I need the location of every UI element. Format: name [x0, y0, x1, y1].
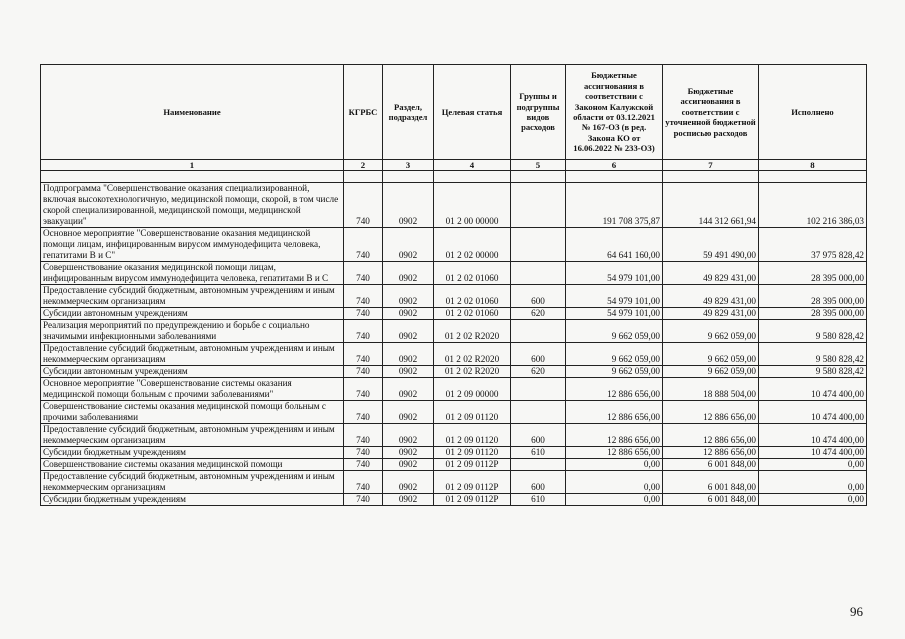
table-row — [41, 447, 867, 459]
header-kgrbs: КГРБС — [344, 65, 383, 160]
header-refined: Бюджетные ассигнования в соответствии с уточненной бюджетной росписью расходов — [663, 65, 759, 160]
row-law-amount: 9 662 059,00 — [566, 366, 663, 378]
row-done-amount: 9 580 828,42 — [759, 320, 867, 343]
row-law-amount: 12 886 656,00 — [566, 424, 663, 447]
header-section: Раздел, подраздел — [383, 65, 434, 160]
row-refined-amount: 12 886 656,00 — [663, 424, 759, 447]
row-law-amount: 54 979 101,00 — [566, 262, 663, 285]
row-done-amount: 10 474 400,00 — [759, 378, 867, 401]
row-group: 600 — [511, 343, 566, 366]
row-done-amount: 10 474 400,00 — [759, 424, 867, 447]
row-group — [511, 459, 566, 471]
column-number: 7 — [663, 160, 759, 171]
row-section: 0902 — [383, 401, 434, 424]
row-target: 01 2 09 0112P — [434, 471, 511, 494]
row-name: Реализация мероприятий по предупреждению и борьбе с социально значимыми инфекционными заболеваниями — [41, 320, 344, 343]
header-law: Бюджетные ассигнования в соответствии с Законом Калужской области от 03.12.2021 № 167-ОЗ (в ред. Закона КО от 16.06.2022 № 233-ОЗ) — [566, 65, 663, 160]
row-kgrbs: 740 — [344, 308, 383, 320]
row-kgrbs: 740 — [344, 183, 383, 228]
row-section: 0902 — [383, 471, 434, 494]
row-target: 01 2 02 01060 — [434, 262, 511, 285]
row-group: 610 — [511, 447, 566, 459]
row-refined-amount: 9 662 059,00 — [663, 320, 759, 343]
row-section: 0902 — [383, 183, 434, 228]
table-row — [41, 343, 867, 366]
row-done-amount: 0,00 — [759, 471, 867, 494]
table-row — [41, 228, 867, 262]
row-kgrbs: 740 — [344, 447, 383, 459]
table-row — [41, 262, 867, 285]
row-refined-amount: 12 886 656,00 — [663, 401, 759, 424]
row-name: Подпрограмма "Совершенствование оказания специализированной, включая высокотехнологичную, медицинской помощи, скорой, в том числе скорой специализированной, медицинской помощи, медицинской эвакуации" — [41, 183, 344, 228]
column-number: 3 — [383, 160, 434, 171]
row-name: Совершенствование системы оказания медицинской помощи больным с прочими заболеваниями — [41, 401, 344, 424]
row-group: 620 — [511, 308, 566, 320]
column-number: 4 — [434, 160, 511, 171]
column-number-row — [41, 160, 867, 171]
row-group: 600 — [511, 424, 566, 447]
row-law-amount: 0,00 — [566, 459, 663, 471]
column-number: 6 — [566, 160, 663, 171]
row-group — [511, 401, 566, 424]
row-kgrbs: 740 — [344, 424, 383, 447]
row-name: Предоставление субсидий бюджетным, автономным учреждениям и иным некоммерческим организациям — [41, 343, 344, 366]
row-done-amount: 102 216 386,03 — [759, 183, 867, 228]
row-kgrbs: 740 — [344, 262, 383, 285]
row-section: 0902 — [383, 262, 434, 285]
row-refined-amount: 49 829 431,00 — [663, 308, 759, 320]
table-row — [41, 459, 867, 471]
row-law-amount: 9 662 059,00 — [566, 343, 663, 366]
row-kgrbs: 740 — [344, 285, 383, 308]
row-kgrbs: 740 — [344, 320, 383, 343]
row-kgrbs: 740 — [344, 343, 383, 366]
row-name: Субсидии бюджетным учреждениям — [41, 494, 344, 506]
row-group: 600 — [511, 471, 566, 494]
row-done-amount: 10 474 400,00 — [759, 401, 867, 424]
row-done-amount: 0,00 — [759, 494, 867, 506]
row-name: Предоставление субсидий бюджетным, автономным учреждениям и иным некоммерческим организациям — [41, 471, 344, 494]
row-name: Предоставление субсидий бюджетным, автономным учреждениям и иным некоммерческим организациям — [41, 285, 344, 308]
row-law-amount: 64 641 160,00 — [566, 228, 663, 262]
row-target: 01 2 00 00000 — [434, 183, 511, 228]
row-target: 01 2 09 0112P — [434, 459, 511, 471]
row-refined-amount: 12 886 656,00 — [663, 447, 759, 459]
row-name: Основное мероприятие "Совершенствование оказания медицинской помощи лицам, инфицированным вирусом иммунодефицита человека, гепатитами В и С" — [41, 228, 344, 262]
table-row — [41, 494, 867, 506]
table-row — [41, 366, 867, 378]
row-target: 01 2 09 01120 — [434, 424, 511, 447]
header-name: Наименование — [41, 65, 344, 160]
row-kgrbs: 740 — [344, 366, 383, 378]
row-group: 610 — [511, 494, 566, 506]
row-name: Субсидии бюджетным учреждениям — [41, 447, 344, 459]
row-group: 600 — [511, 285, 566, 308]
row-kgrbs: 740 — [344, 494, 383, 506]
row-done-amount: 10 474 400,00 — [759, 447, 867, 459]
row-name: Предоставление субсидий бюджетным, автономным учреждениям и иным некоммерческим организациям — [41, 424, 344, 447]
row-group — [511, 228, 566, 262]
row-done-amount: 0,00 — [759, 459, 867, 471]
row-target: 01 2 02 R2020 — [434, 343, 511, 366]
row-refined-amount: 49 829 431,00 — [663, 262, 759, 285]
row-group: 620 — [511, 366, 566, 378]
table-row — [41, 424, 867, 447]
row-section: 0902 — [383, 459, 434, 471]
row-refined-amount: 6 001 848,00 — [663, 494, 759, 506]
row-target: 01 2 02 R2020 — [434, 320, 511, 343]
row-section: 0902 — [383, 308, 434, 320]
row-refined-amount: 18 888 504,00 — [663, 378, 759, 401]
table-row — [41, 401, 867, 424]
row-kgrbs: 740 — [344, 401, 383, 424]
row-group — [511, 262, 566, 285]
table-body — [41, 171, 867, 506]
row-refined-amount: 6 001 848,00 — [663, 471, 759, 494]
row-refined-amount: 59 491 490,00 — [663, 228, 759, 262]
page-number: 96 — [850, 604, 863, 619]
row-refined-amount: 9 662 059,00 — [663, 343, 759, 366]
row-kgrbs: 740 — [344, 471, 383, 494]
row-group — [511, 320, 566, 343]
row-group — [511, 378, 566, 401]
row-section: 0902 — [383, 366, 434, 378]
row-section: 0902 — [383, 378, 434, 401]
table-row — [41, 320, 867, 343]
table-row — [41, 308, 867, 320]
column-number: 1 — [41, 160, 344, 171]
row-law-amount: 54 979 101,00 — [566, 308, 663, 320]
table-row — [41, 183, 867, 228]
row-target: 01 2 02 01060 — [434, 285, 511, 308]
header-row — [41, 65, 867, 160]
row-section: 0902 — [383, 447, 434, 459]
table-row — [41, 285, 867, 308]
row-law-amount: 54 979 101,00 — [566, 285, 663, 308]
row-refined-amount: 6 001 848,00 — [663, 459, 759, 471]
row-law-amount: 191 708 375,87 — [566, 183, 663, 228]
row-target: 01 2 02 00000 — [434, 228, 511, 262]
row-kgrbs: 740 — [344, 459, 383, 471]
row-target: 01 2 02 R2020 — [434, 366, 511, 378]
row-law-amount: 0,00 — [566, 471, 663, 494]
row-target: 01 2 09 01120 — [434, 401, 511, 424]
table-row — [41, 378, 867, 401]
table-row — [41, 471, 867, 494]
row-name: Совершенствование оказания медицинской помощи лицам, инфицированным вирусом иммунодефицита человека, гепатитами В и С — [41, 262, 344, 285]
row-group — [511, 183, 566, 228]
header-group: Группы и подгруппы видов расходов — [511, 65, 566, 160]
row-kgrbs: 740 — [344, 378, 383, 401]
row-done-amount: 28 395 000,00 — [759, 285, 867, 308]
row-name: Основное мероприятие "Совершенствование системы оказания медицинской помощи больным с прочими заболеваниями" — [41, 378, 344, 401]
row-section: 0902 — [383, 343, 434, 366]
column-number: 5 — [511, 160, 566, 171]
row-law-amount: 12 886 656,00 — [566, 447, 663, 459]
row-done-amount: 28 395 000,00 — [759, 262, 867, 285]
budget-table — [40, 64, 867, 506]
row-section: 0902 — [383, 285, 434, 308]
header-target: Целевая статья — [434, 65, 511, 160]
spacer-row — [41, 171, 867, 183]
budget-table-sheet — [40, 64, 866, 506]
row-target: 01 2 09 01120 — [434, 447, 511, 459]
column-number: 2 — [344, 160, 383, 171]
row-target: 01 2 09 0112P — [434, 494, 511, 506]
header-done: Исполнено — [759, 65, 867, 160]
row-kgrbs: 740 — [344, 228, 383, 262]
row-name: Субсидии автономным учреждениям — [41, 308, 344, 320]
row-refined-amount: 9 662 059,00 — [663, 366, 759, 378]
row-section: 0902 — [383, 320, 434, 343]
row-target: 01 2 02 01060 — [434, 308, 511, 320]
row-section: 0902 — [383, 424, 434, 447]
row-law-amount: 12 886 656,00 — [566, 401, 663, 424]
row-name: Субсидии автономным учреждениям — [41, 366, 344, 378]
row-target: 01 2 09 00000 — [434, 378, 511, 401]
row-done-amount: 37 975 828,42 — [759, 228, 867, 262]
row-law-amount: 12 886 656,00 — [566, 378, 663, 401]
column-number: 8 — [759, 160, 867, 171]
row-section: 0902 — [383, 494, 434, 506]
row-law-amount: 9 662 059,00 — [566, 320, 663, 343]
row-refined-amount: 144 312 661,94 — [663, 183, 759, 228]
row-refined-amount: 49 829 431,00 — [663, 285, 759, 308]
row-done-amount: 9 580 828,42 — [759, 366, 867, 378]
row-done-amount: 9 580 828,42 — [759, 343, 867, 366]
row-section: 0902 — [383, 228, 434, 262]
row-law-amount: 0,00 — [566, 494, 663, 506]
row-done-amount: 28 395 000,00 — [759, 308, 867, 320]
row-name: Совершенствование системы оказания медицинской помощи — [41, 459, 344, 471]
